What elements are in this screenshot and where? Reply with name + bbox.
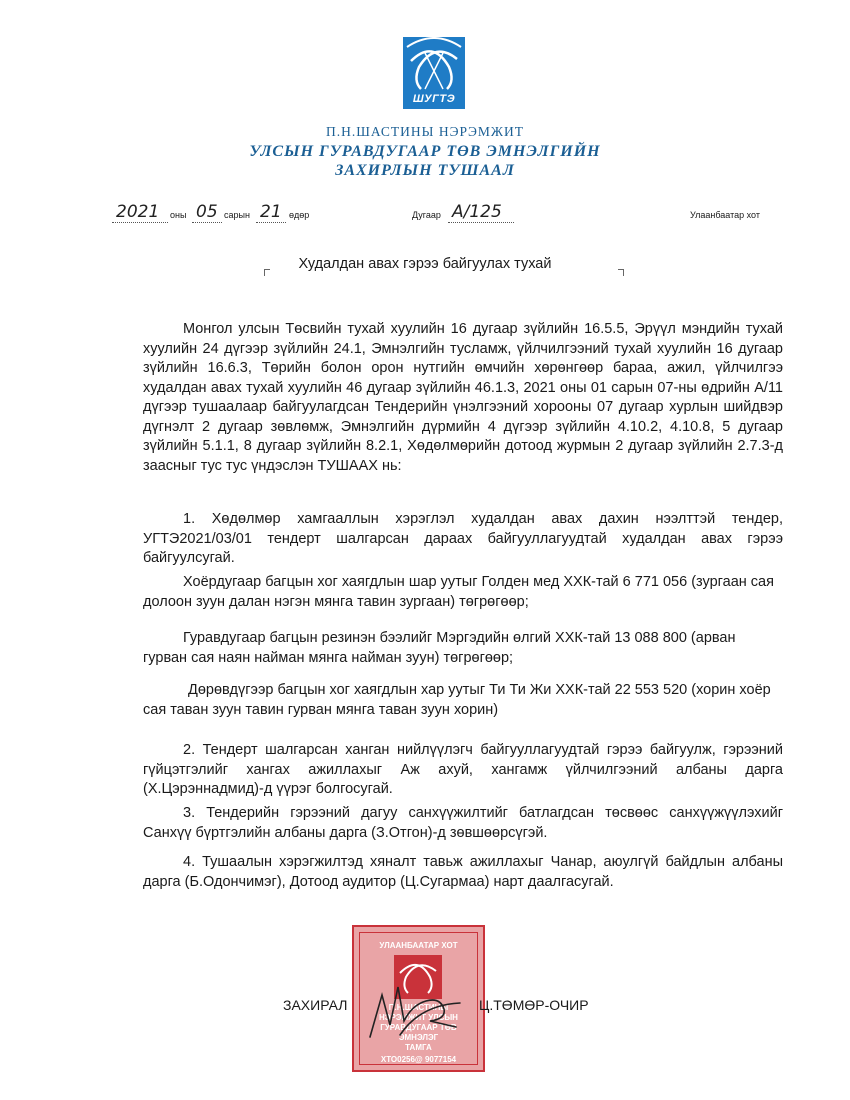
order-number: А/125	[452, 202, 502, 222]
hospital-logo	[403, 37, 465, 109]
director-name: Ц.ТӨМӨР-ОЧИР	[479, 997, 589, 1013]
order-month: 05	[196, 202, 218, 222]
item-3-paragraph: 3. Тендерийн гэрээний дагуу санхүүжилтийг батлагдсан төсвөөс санхүүжүүлэхийг Санхүү бүртгэлийн албаны дарга (З.Отгон)-д зөвшөөрсүгэй.	[143, 805, 783, 841]
director-title: ЗАХИРАЛ	[283, 997, 348, 1013]
order-subject: Худалдан авах гэрээ байгуулах тухай	[298, 256, 552, 272]
stamp-line-3: ГУРАВДУГААР ТӨВ	[380, 1023, 457, 1032]
lot-3-paragraph: Гуравдугаар багцын резинэн бээлийг Мэргэдийн өлгий ХХК-тай 13 088 800 (арван гурван сая наян найман мянга найман зуун) төгрөгөөр;	[143, 630, 736, 666]
item-1-paragraph: 1. Хөдөлмөр хамгааллын хэрэглэл худалдан авах дахин нээлттэй тендер, УГТЭ2021/03/01 тендерт шалгарсан дараах байгууллагуудтай худалдан авах гэрээ байгуулсугай.	[143, 511, 783, 566]
handwritten-signature	[360, 975, 470, 1045]
stamp-line-4: ЭМНЭЛЭГ	[398, 1033, 439, 1042]
header-line-2: УЛСЫН ГУРАВДУГААР ТӨВ ЭМНЭЛГИЙН	[249, 143, 601, 160]
order-city: Улаанбаатар хот	[690, 210, 760, 220]
item-4-paragraph: 4. Тушаалын хэрэгжилтэд хяналт тавьж ажиллахыг Чанар, аюулгүй байдлын албаны дарга (Б.Одончимэг), Дотоод аудитор (Ц.Сугармаа) нарт даалгасугай.	[143, 854, 783, 890]
month-label: сарын	[224, 210, 250, 220]
stamp-line-6: ХТО0256@ 9077154	[380, 1055, 457, 1064]
logo-text: ШУГТЭ	[412, 93, 456, 105]
intro-paragraph: Монгол улсын Төсвийн тухай хуулийн 16 дугаар зүйлийн 16.5.5, Эрүүл мэндийн тухай хуулийн 24 дүгээр зүйлийн 24.1, Эмнэлгийн тусламж, үйлчилгээний тухай хуулийн 16 дугаар зүйлийн 16.6.3, Төрийн болон орон нутгийн өмчийн хөрөнгөөр бараа, ажил, үйлчилгээ худалдан авах тухай хуулийн 46 дугаар зүйлийн 46.1.3, 2021 оны 01 сарын 07-ны өдрийн А/11 дүгээр тушаалаар байгуулагдсан Тендерийн үнэлгээний хорооны 07 дугаар хурлын шийдвэр дүгнэлт 2 дугаар зөвлөмж, Эмнэлгийн дүрмийн 4 дүгээр зүйлийн 4.10.2, 4.10.8, 5 дугаар зүйлийн 5.1.1, 8 дугаар зүйлийн 8.2.1, Хөдөлмөрийн дотоод журмын 2 дугаар зүйлийн 2.7.3-д заасныг тус тус үндэслэн ТУШААХ нь:	[143, 321, 783, 474]
number-label: Дугаар	[412, 210, 441, 220]
order-year: 2021	[116, 202, 160, 222]
header-line-1: П.Н.ШАСТИНЫ НЭРЭМЖИТ	[325, 124, 525, 139]
header-line-3: ЗАХИРЛЫН ТУШААЛ	[335, 162, 515, 179]
stamp-city: УЛААНБААТАР ХОТ	[379, 941, 458, 950]
item-2-paragraph: 2. Тендерт шалгарсан ханган нийлүүлэгч байгууллагуудтай гэрээ байгуулж, гэрээний гүйцэтгэлийг хангах ажиллахыг Аж ахуй, хангамж үйлчилгээний албаны дарга (Х.Цэрэннадмид)-д үүрэг болгосугай.	[143, 742, 783, 797]
year-label: оны	[170, 210, 187, 220]
order-day: 21	[260, 202, 282, 222]
day-label: өдөр	[289, 210, 310, 220]
stamp-line-5: ТАМГА	[405, 1043, 432, 1052]
stamp-line-1: П.Н.ШАСТИНЫ	[388, 1003, 449, 1012]
lot-2-paragraph: Хоёрдугаар багцын хог хаягдлын шар уутыг Голден мед ХХК-тай 6 771 056 (зургаан сая долоон зуун далан нэгэн мянга тавин зургаан) төгрөгөөр;	[143, 574, 774, 610]
stamp-line-2: НЭРЭМЖИТ УЛСЫН	[379, 1013, 458, 1022]
order-meta	[0, 202, 850, 227]
lot-4-paragraph: Дөрөвдүгээр багцын хог хаягдлын хар уутыг Ти Ти Жи ХХК-тай 22 553 520 (хорин хоёр сая таван зуун тавин гурван мянга таван зуун хорин)	[143, 682, 771, 718]
